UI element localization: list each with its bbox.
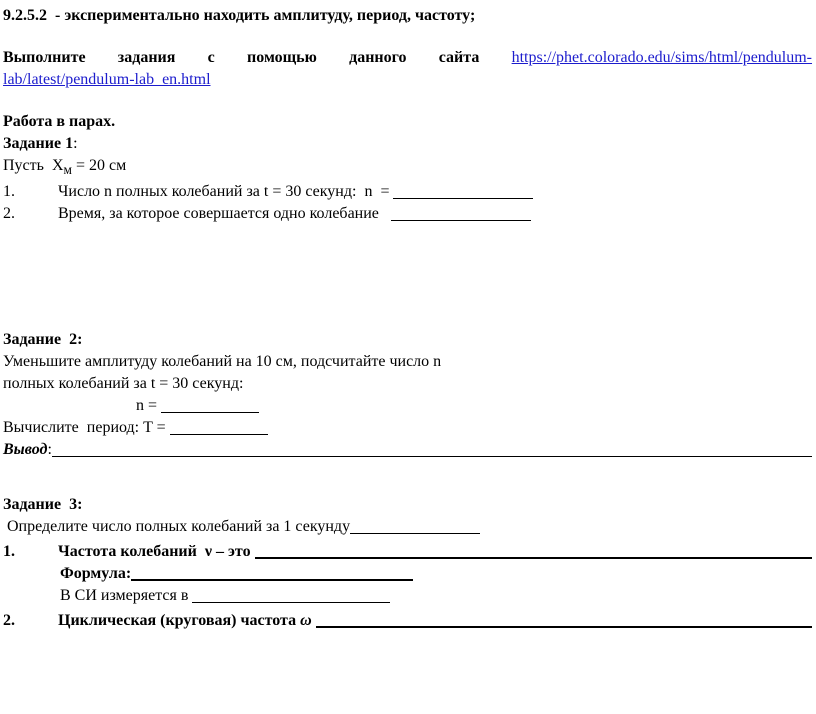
task1-title: Задание 1 [3, 135, 74, 152]
phet-link-line1[interactable]: https://phet.colorado.edu/sims/html/pendulum- [511, 49, 813, 66]
task2-n-line [136, 395, 812, 417]
task3-si-line [60, 585, 812, 607]
task2-period-answer-blank [170, 431, 268, 435]
task1-title-colon: : [73, 135, 78, 152]
task3-line1-answer-blank [350, 530, 480, 534]
intro-link-continuation [3, 69, 812, 91]
task2-period-label: Вычислите период: T = [3, 419, 170, 437]
task1-given-line [3, 155, 812, 181]
work-in-pairs-label: Работа в парах. [3, 113, 116, 130]
task3-title: Задание 3: [3, 496, 83, 514]
task2-n-label: n = [136, 397, 162, 415]
phet-link-line2[interactable]: lab/latest/pendulum-lab_en.html [3, 71, 211, 88]
task3-item-2-space [312, 610, 316, 632]
task3-item-1-answer-blank [255, 555, 812, 559]
task1-item-2-answer-blank [391, 217, 531, 221]
task1-item-1-text: Число n полных колебаний за t = 30 секунд: n = [58, 183, 394, 201]
task3-si-label: В СИ измеряется в [60, 587, 193, 605]
objective-heading: 9.2.5.2 - экспериментально находить амплитуду, период, частоту; [3, 7, 476, 24]
task2-period-line [3, 417, 812, 439]
task2-conclusion-line [3, 439, 812, 461]
task3-item-2-answer-blank [316, 624, 812, 628]
task2-line1: Уменьшите амплитуду колебаний на 10 см, подсчитайте число n [3, 353, 442, 371]
task3-formula-answer-blank [131, 577, 413, 581]
intro-instruction-text: Выполните задания с помощью данного сайта [3, 49, 480, 66]
task1-given-prefix: Пусть X [3, 157, 64, 174]
task3-item-2 [3, 610, 812, 632]
task3-item-2-text: Циклическая (круговая) частота [58, 612, 301, 630]
task3-formula-label: Формула: [60, 565, 132, 583]
task1-given-suffix: = 20 см [71, 157, 127, 174]
task1-title-line [3, 133, 812, 155]
task3-formula-line [60, 563, 812, 585]
task2-n-answer-blank [161, 409, 259, 413]
intro-paragraph [3, 47, 812, 69]
task2-conclusion-label: Вывод [3, 441, 48, 459]
task3-item-1-text: Частота колебаний ν – это [58, 543, 255, 561]
task3-line1-row [3, 516, 812, 538]
task3-line1-text: Определите число полных колебаний за 1 секунду [3, 518, 351, 536]
task1-item-1-number: 1. [3, 183, 15, 201]
task3-si-answer-blank [192, 599, 390, 603]
task2-line2: полных колебаний за t = 30 секунд: [3, 375, 244, 393]
task2-conclusion-colon: : [47, 441, 52, 459]
task1-item-2 [3, 203, 812, 225]
task1-item-1 [3, 181, 812, 203]
task2-conclusion-answer-blank [52, 453, 812, 457]
task1-item-2-number: 2. [3, 205, 15, 223]
task3-item-2-omega-symbol: ω [300, 612, 312, 630]
task2-title: Задание 2: [3, 331, 83, 349]
task1-item-1-answer-blank [393, 195, 533, 199]
task3-item-1-number: 1. [3, 543, 15, 561]
task3-item-1 [3, 541, 812, 563]
task3-item-2-number: 2. [3, 612, 15, 630]
task1-item-2-text: Время, за которое совершается одно колебание [58, 205, 391, 223]
task1-given-subscript: м [63, 162, 72, 178]
